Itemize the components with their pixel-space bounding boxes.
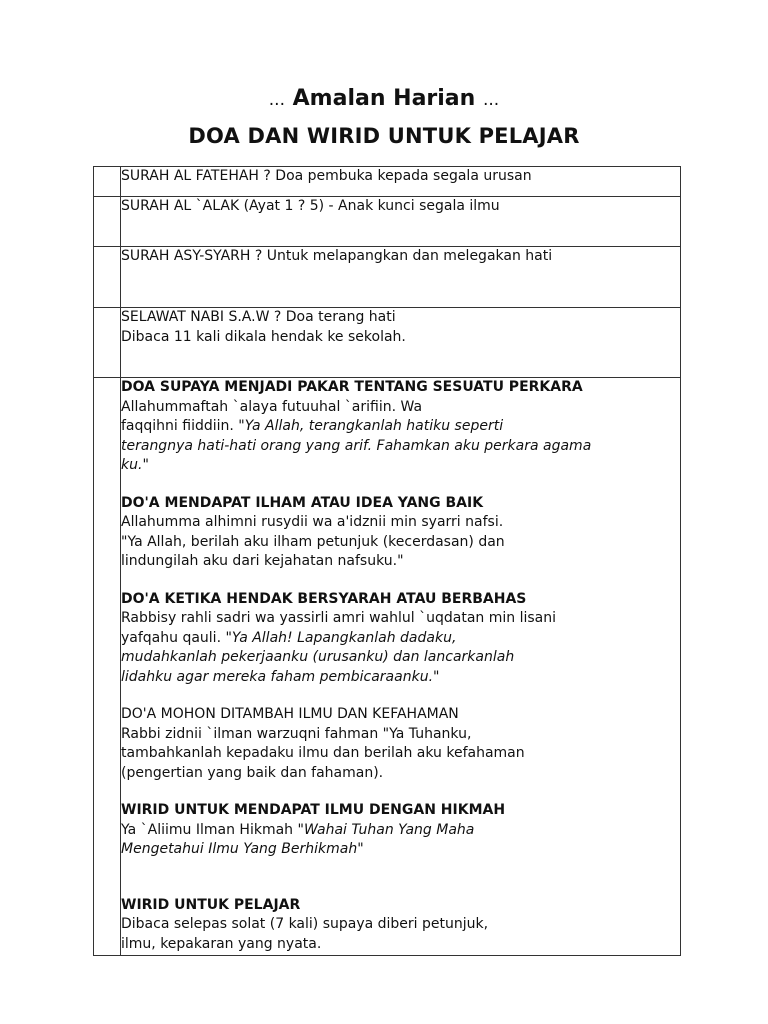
table-row	[94, 167, 681, 197]
section-heading: WIRID UNTUK PELAJAR	[121, 896, 301, 913]
section-line: Rabbisy rahli sadri wa yassirli amri wahlul `uqdatan min lisani	[121, 610, 556, 626]
section-line	[121, 821, 680, 841]
section-heading: DOA SUPAYA MENJADI PAKAR TENTANG SESUATU PERKARA	[121, 379, 583, 395]
table-row	[94, 197, 681, 247]
line-italic: Ya Allah! Lapangkanlah dadaku,	[231, 629, 457, 646]
spacer	[121, 783, 680, 801]
content-cell	[121, 167, 681, 197]
table-row	[94, 308, 681, 378]
row-text-line: SELAWAT NABI S.A.W ? Doa terang hati	[121, 309, 396, 325]
spacer	[121, 687, 680, 705]
section-line: terangnya hati-hati orang yang arif. Fahamkan aku perkara agama	[121, 437, 592, 454]
section-line: Dibaca selepas solat (7 kali) supaya diberi petunjuk,	[121, 916, 489, 932]
spacer	[121, 476, 680, 494]
line-plain: Ya `Aliimu Ilman Hikmah "	[121, 821, 304, 838]
section-line: Rabbi zidnii `ilman warzuqni fahman "Ya Tuhanku,	[121, 725, 472, 742]
row-text: SURAH AL FATEHAH ? Doa pembuka kepada segala urusan	[121, 168, 532, 184]
section-line	[121, 629, 680, 649]
section-line: "Ya Allah, berilah aku ilham petunjuk (kecerdasan) dan	[121, 533, 505, 550]
section-line: mudahkanlah pekerjaanku (urusanku) dan lancarkanlah	[121, 649, 515, 665]
line-italic: lidahku agar mereka faham pembicaraanku.	[121, 668, 434, 685]
table-row	[94, 378, 681, 956]
content-cell	[121, 197, 681, 247]
spacer	[121, 572, 680, 590]
number-cell	[94, 378, 121, 956]
line-italic: ku.	[121, 457, 143, 473]
section-line: ilmu, kepakaran yang nyata.	[121, 935, 322, 952]
number-cell	[94, 197, 121, 247]
content-cell	[121, 247, 681, 308]
section-heading: DO'A MOHON DITAMBAH ILMU DAN KEFAHAMAN	[121, 706, 459, 722]
content-cell	[121, 378, 681, 956]
line-plain: faqqihni fiiddiin. "	[121, 418, 245, 434]
number-cell	[94, 167, 121, 197]
line-italic: Ya Allah, terangkanlah hatiku seperti	[244, 418, 504, 434]
section-heading: DO'A KETIKA HENDAK BERSYARAH ATAU BERBAHAS	[121, 590, 527, 607]
row-text-line: Dibaca 11 kali dikala hendak ke sekolah.	[121, 328, 406, 345]
section-line: (pengertian yang baik dan fahaman).	[121, 764, 384, 781]
line-plain: yafqahu qauli. "	[121, 629, 232, 646]
content-cell	[121, 308, 681, 378]
spacer	[121, 878, 680, 896]
section-heading: DO'A MENDAPAT ILHAM ATAU IDEA YANG BAIK	[121, 494, 484, 511]
spacer	[121, 860, 680, 878]
section-line	[121, 456, 680, 476]
line-plain: "	[357, 841, 364, 857]
section-line: tambahkanlah kepadaku ilmu dan berilah aku kefahaman	[121, 745, 525, 761]
document-subtitle: DOA DAN WIRID UNTUK PELAJAR	[188, 124, 580, 148]
section-line: Allahummaftah `alaya futuuhal `arifiin. Wa	[121, 398, 423, 415]
number-cell	[94, 247, 121, 308]
table-row	[94, 247, 681, 308]
section-line	[121, 840, 680, 860]
line-italic: Mengetahui Ilmu Yang Berhikmah	[121, 841, 358, 857]
number-cell	[94, 308, 121, 378]
line-plain: "	[142, 457, 149, 473]
section-line	[121, 668, 680, 688]
section-heading: WIRID UNTUK MENDAPAT ILMU DENGAN HIKMAH	[121, 802, 506, 818]
prayer-table	[93, 166, 681, 956]
document-title	[0, 86, 768, 111]
section-line: lindungilah aku dari kejahatan nafsuku."	[121, 553, 404, 569]
line-plain: "	[433, 668, 440, 685]
line-italic: Wahai Tuhan Yang Maha	[303, 821, 475, 838]
row-text: SURAH AL `ALAK (Ayat 1 ? 5) - Anak kunci segala ilmu	[121, 198, 500, 214]
section-line	[121, 417, 680, 437]
title-dots-right: ...	[483, 90, 500, 110]
section-line: Allahumma alhimni rusydii wa a'idznii min syarri nafsi.	[121, 514, 504, 530]
row-text: SURAH ASY-SYARH ? Untuk melapangkan dan melegakan hati	[121, 248, 553, 264]
title-dots-left: ...	[268, 90, 285, 110]
title-text: Amalan Harian	[292, 86, 476, 111]
